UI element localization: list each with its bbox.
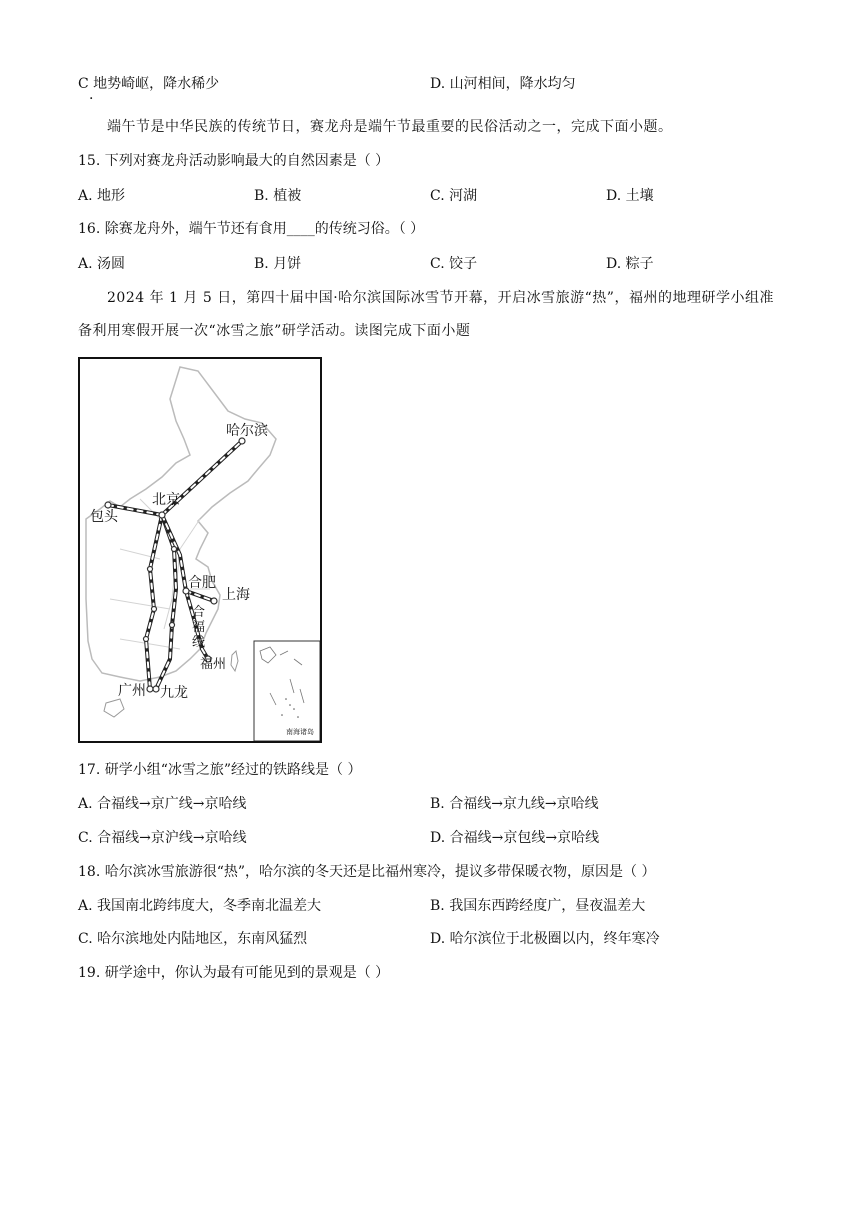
question-15-stem: 15. 下列对赛龙舟活动影响最大的自然因素是（ ） xyxy=(78,153,390,169)
q16-option-a: A. 汤圆 xyxy=(78,256,126,272)
question-17-stem: 17. 研学小组“冰雪之旅”经过的铁路线是（ ） xyxy=(78,762,362,778)
label-fuzhou: 福州 xyxy=(200,657,227,672)
label-shanghai: 上海 xyxy=(222,587,250,603)
station-mid-4 xyxy=(172,547,177,552)
q18-option-c: C. 哈尔滨地处内陆地区，东南风猛烈 xyxy=(78,931,308,947)
station-mid-1 xyxy=(148,567,153,572)
question-18-stem: 18. 哈尔滨冰雪旅游很“热”，哈尔滨的冬天还是比福州寒冷，提议多带保暖衣物，原因是（ ） xyxy=(78,864,656,880)
label-jiulong: 九龙 xyxy=(160,685,188,701)
bullet-dot: · xyxy=(89,91,94,107)
railway-lines xyxy=(108,441,242,689)
q17-option-d: D. 合福线→京包线→京哈线 xyxy=(430,830,600,846)
label-guangzhou: 广州 xyxy=(118,683,146,699)
station-mid-3 xyxy=(144,637,149,642)
intro-paragraph-1: 端午节是中华民族的传统节日，赛龙舟是端午节最重要的民俗活动之一，完成下面小题。 xyxy=(107,119,673,135)
label-hefu-line: 合福线 xyxy=(192,605,206,650)
q16-option-d: D. 粽子 xyxy=(606,256,654,272)
label-south-sea: 南海诸岛 xyxy=(286,728,314,736)
q17-option-b: B. 合福线→京九线→京哈线 xyxy=(430,796,599,812)
q18-option-a: A. 我国南北跨纬度大，冬季南北温差大 xyxy=(78,898,322,914)
station-shanghai xyxy=(211,598,217,604)
q15-option-d: D. 土壤 xyxy=(606,188,654,204)
option-d-prev: D. 山河相间，降水均匀 xyxy=(430,76,576,92)
q15-option-a: A. 地形 xyxy=(78,188,126,204)
station-mid-2 xyxy=(152,607,157,612)
intro-paragraph-2-line-1: 2024 年 1 月 5 日，第四十届中国·哈尔滨国际冰雪节开幕，开启冰雪旅游“热”，福州的地理研学小组准 xyxy=(107,290,774,306)
intro-paragraph-2-line-2: 备利用寒假开展一次“冰雪之旅”研学活动。读图完成下面小题 xyxy=(78,323,471,339)
label-baotou: 包头 xyxy=(90,509,118,525)
station-jiulong xyxy=(153,686,159,692)
q15-option-c: C. 河湖 xyxy=(430,188,478,204)
q18-option-d: D. 哈尔滨位于北极圈以内，终年寒冷 xyxy=(430,931,660,947)
label-beijing: 北京 xyxy=(152,492,180,508)
q18-option-b: B. 我国东西跨经度广，昼夜温差大 xyxy=(430,898,646,914)
question-19-stem: 19. 研学途中，你认为最有可能见到的景观是（ ） xyxy=(78,965,390,981)
q16-option-b: B. 月饼 xyxy=(254,256,302,272)
south-sea-inset xyxy=(254,641,320,741)
q17-option-a: A. 合福线→京广线→京哈线 xyxy=(78,796,247,812)
station-guangzhou xyxy=(147,686,153,692)
q17-option-c: C. 合福线→京沪线→京哈线 xyxy=(78,830,247,846)
railway-map xyxy=(78,357,322,743)
label-hefei: 合肥 xyxy=(188,575,216,591)
q15-option-b: B. 植被 xyxy=(254,188,302,204)
q16-option-c: C. 饺子 xyxy=(430,256,478,272)
question-16-stem: 16. 除赛龙舟外，端午节还有食用____的传统习俗。（ ） xyxy=(78,221,425,237)
station-mid-5 xyxy=(170,623,175,628)
station-beijing xyxy=(159,512,165,518)
label-harbin: 哈尔滨 xyxy=(226,423,268,439)
taiwan-island xyxy=(231,651,238,671)
option-c-prev: C 地势崎岖，降水稀少 xyxy=(78,76,220,92)
map-graphic xyxy=(80,359,320,741)
hainan-island xyxy=(104,699,124,717)
